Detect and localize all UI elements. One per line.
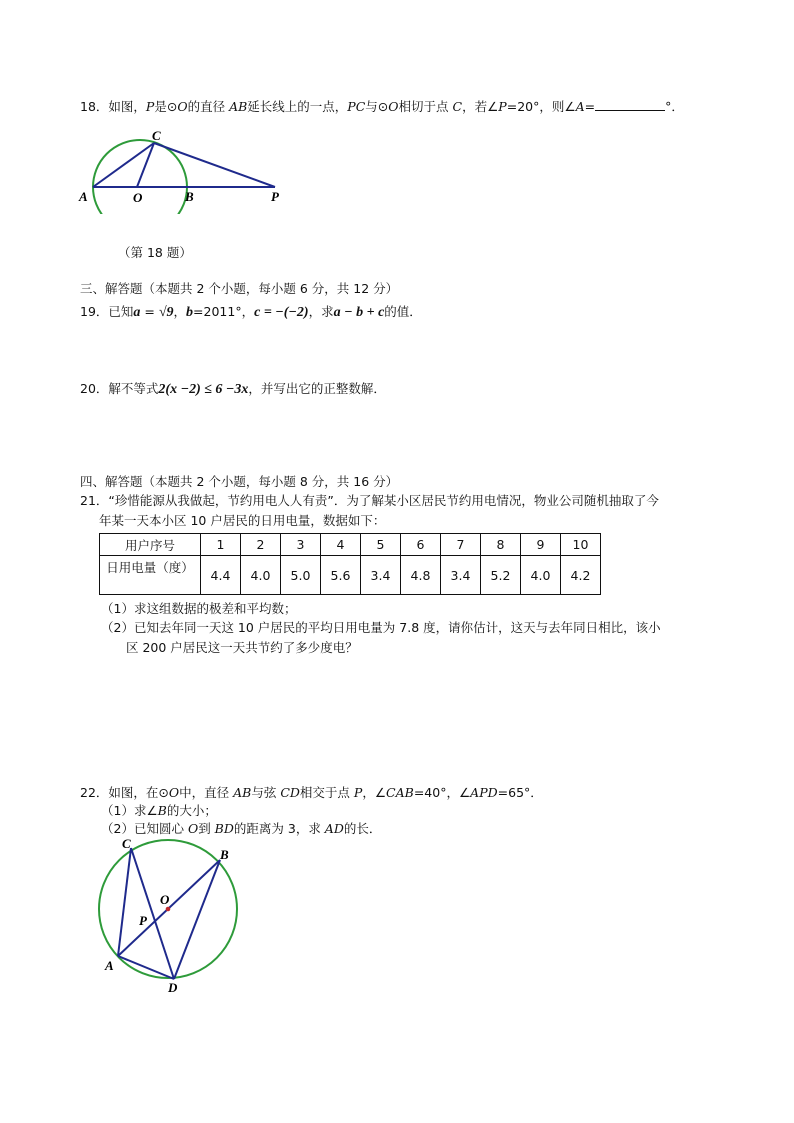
q22-sub1: （1）求∠B的大小； <box>101 803 217 818</box>
table-cell: 4.0 <box>241 556 281 595</box>
table-cell: 5.6 <box>321 556 361 595</box>
section4-heading: 四、解答题（本题共 2 个小题，每小题 8 分，共 16 分） <box>80 474 399 489</box>
header-label-cell: 用户序号 <box>100 534 201 556</box>
table-cell: 9 <box>521 534 561 556</box>
table-cell: 4.0 <box>521 556 561 595</box>
row-label-cell: 日用电量（度） <box>100 556 201 595</box>
table-cell: 5 <box>361 534 401 556</box>
q22-chord-CA <box>118 848 131 956</box>
q18-caption: （第 18 题） <box>118 245 192 260</box>
q18-label-O: O <box>133 190 143 205</box>
q20-text: 20．解不等式2(x −2) ≤ 6 −3x，并写出它的正整数解． <box>80 381 386 397</box>
q22-chord-AD <box>118 956 174 979</box>
table-cell: 4.4 <box>201 556 241 595</box>
table-cell: 10 <box>561 534 601 556</box>
q18-figure <box>70 128 300 214</box>
table-cell: 5.0 <box>281 556 321 595</box>
table-cell: 4.8 <box>401 556 441 595</box>
q18-text: 18．如图，P是⊙O的直径 AB延长线上的一点，PC与⊙O相切于点 C，若∠P=20°，则∠A= °． <box>80 99 684 114</box>
q18-line-CP <box>154 143 275 187</box>
q21-line1: 21．“珍惜能源从我做起，节约用电人人有责”．为了解某小区居民节约用电情况，物业公司随机抽取了今 <box>80 493 659 508</box>
q22-label-B: B <box>220 847 229 862</box>
section3-heading: 三、解答题（本题共 2 个小题，每小题 6 分，共 12 分） <box>80 281 399 296</box>
q18-label-C: C <box>152 128 161 143</box>
q22-sub2: （2）已知圆心 O到 BD的距离为 3，求 AD的长． <box>101 821 382 836</box>
table-cell: 3.4 <box>361 556 401 595</box>
table-cell: 3.4 <box>441 556 481 595</box>
q22-label-O: O <box>160 892 170 907</box>
q22-text: 22．如图，在⊙O中，直径 AB与弦 CD相交于点 P，∠CAB=40°，∠APD=65°． <box>80 785 543 800</box>
table-cell: 1 <box>201 534 241 556</box>
electricity-table <box>99 533 601 595</box>
q18-label-A: A <box>79 189 88 204</box>
table-value-row <box>100 556 601 595</box>
q19-text: 19．已知a = √9，b=2011°，c = −(−2)，求a − b + c的值． <box>80 304 422 320</box>
q22-label-D: D <box>168 980 178 995</box>
q22-label-A: A <box>105 958 114 973</box>
q22-label-P: P <box>139 913 147 928</box>
table-cell: 3 <box>281 534 321 556</box>
q18-label-P: P <box>271 189 279 204</box>
answer-blank <box>595 98 665 111</box>
q21-line2: 年某一天本小区 10 户居民的日用电量，数据如下： <box>99 513 386 528</box>
table-cell: 4.2 <box>561 556 601 595</box>
q22-chord-CD <box>131 848 174 979</box>
table-cell: 8 <box>481 534 521 556</box>
q22-label-C: C <box>122 836 131 851</box>
table-cell: 7 <box>441 534 481 556</box>
table-header-row <box>100 534 601 556</box>
q21-sub2a: （2）已知去年同一天这 10 户居民的平均日用电量为 7.8 度，请你估计，这天与去年同日相比，该小 <box>101 620 661 635</box>
table-cell: 4 <box>321 534 361 556</box>
table-cell: 5.2 <box>481 556 521 595</box>
q22-figure <box>95 833 255 998</box>
table-cell: 2 <box>241 534 281 556</box>
q21-sub1: （1）求这组数据的极差和平均数； <box>101 601 297 616</box>
q22-center-dot <box>166 907 171 912</box>
q18-label-B: B <box>185 189 194 204</box>
table-cell: 6 <box>401 534 441 556</box>
q21-sub2b: 区 200 户居民这一天共节约了多少度电？ <box>126 640 358 655</box>
